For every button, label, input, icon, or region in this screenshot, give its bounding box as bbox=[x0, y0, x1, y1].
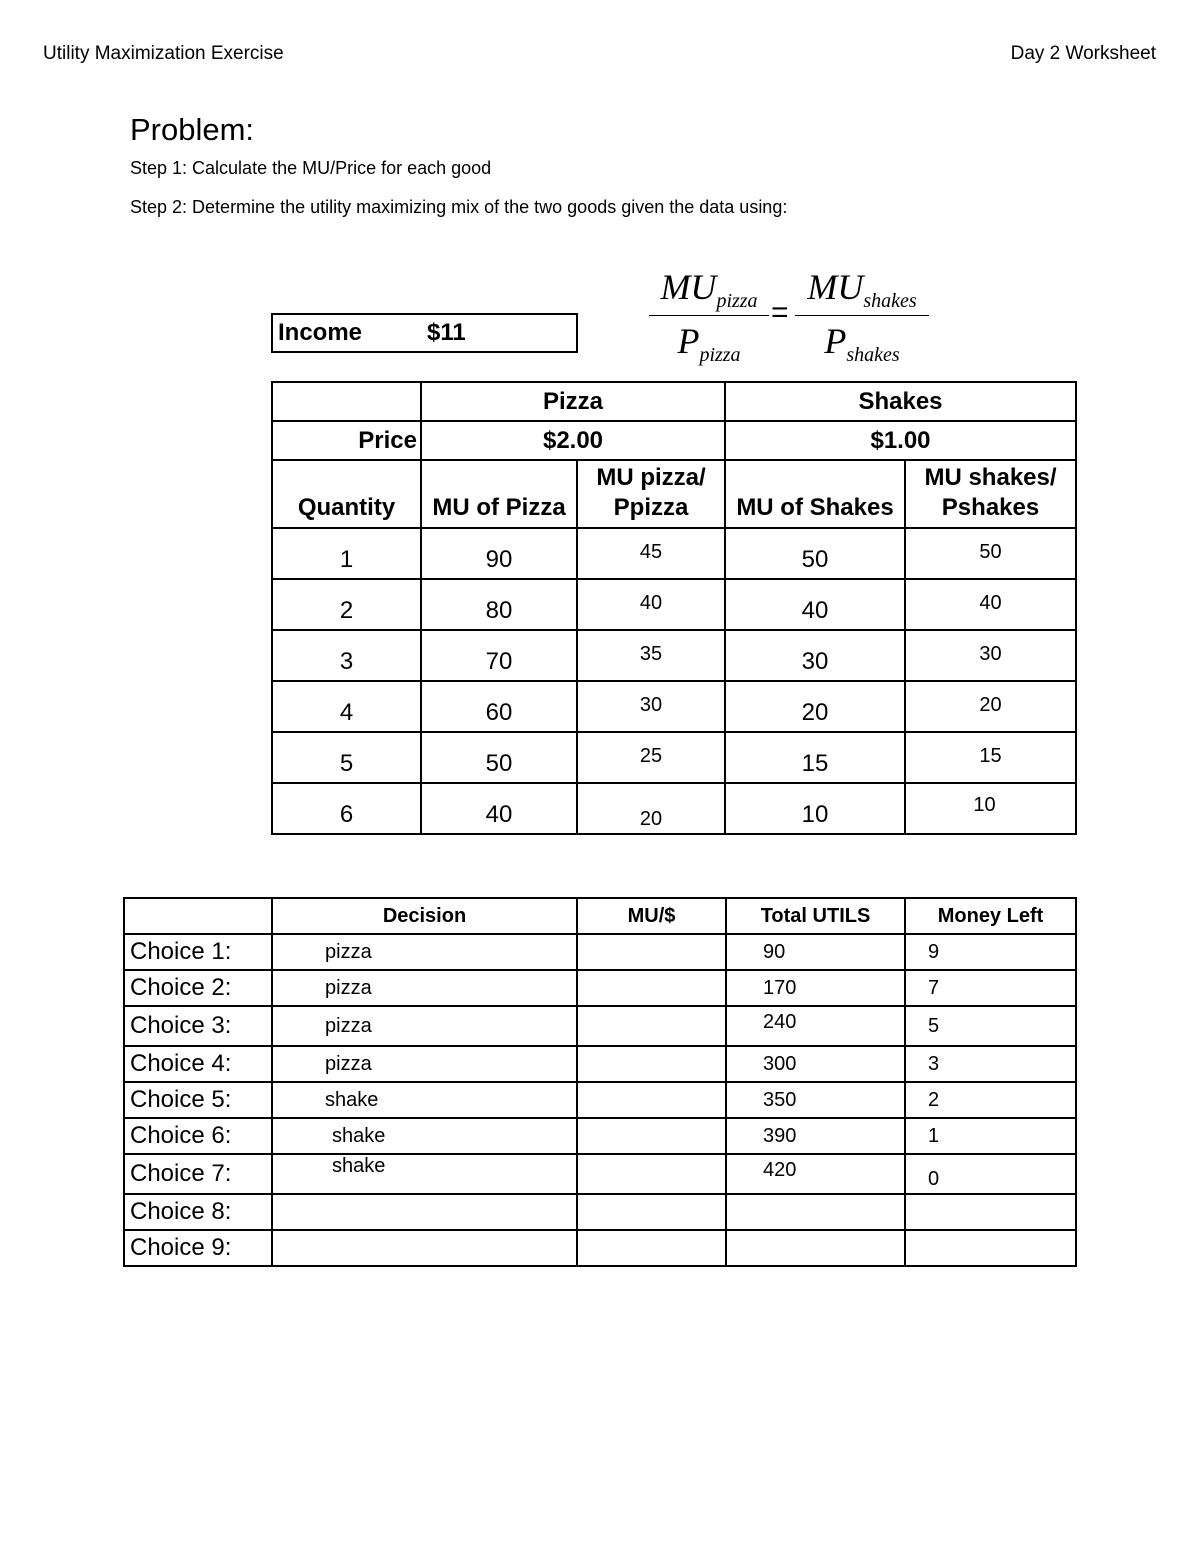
total-utils-header: Total UTILS bbox=[726, 898, 905, 934]
mu-shakes-per-price-header bbox=[905, 460, 1076, 528]
mu-pizza-per-price-cell[interactable]: 20 bbox=[577, 783, 725, 834]
quantity-cell: 4 bbox=[272, 681, 421, 732]
mu-pizza-per-price-cell[interactable]: 40 bbox=[577, 579, 725, 630]
mu-pizza-per-price-line1: MU pizza/ bbox=[596, 464, 706, 491]
table-row bbox=[124, 1046, 1076, 1082]
decision-cell[interactable]: pizza bbox=[272, 934, 577, 970]
table-row bbox=[124, 970, 1076, 1006]
total-utils-cell[interactable]: 170 bbox=[726, 970, 905, 1006]
mu-pizza-cell: 80 bbox=[421, 579, 577, 630]
mu-shakes-cell: 50 bbox=[725, 528, 905, 579]
mu-per-dollar-header: MU/$ bbox=[577, 898, 726, 934]
money-left-cell[interactable]: 0 bbox=[905, 1154, 1076, 1194]
formula-left-numerator-sub: pizza bbox=[716, 290, 758, 313]
mu-shakes-cell: 10 bbox=[725, 783, 905, 834]
choices-table bbox=[123, 897, 1077, 1267]
formula-left-denominator-sub: pizza bbox=[699, 344, 741, 367]
formula-left-denominator: P bbox=[677, 321, 700, 362]
mu-pizza-per-price-cell[interactable]: 45 bbox=[577, 528, 725, 579]
quantity-header: Quantity bbox=[272, 460, 421, 528]
mu-shakes-per-price-cell[interactable]: 30 bbox=[905, 630, 1076, 681]
choice-label: Choice 9: bbox=[124, 1230, 272, 1266]
table-row bbox=[272, 732, 1076, 783]
mu-shakes-per-price-cell[interactable]: 15 bbox=[905, 732, 1076, 783]
mu-pizza-header: MU of Pizza bbox=[421, 460, 577, 528]
choice-label: Choice 6: bbox=[124, 1118, 272, 1154]
money-left-header: Money Left bbox=[905, 898, 1076, 934]
total-utils-cell[interactable]: 240 bbox=[726, 1006, 905, 1046]
formula-right-fraction bbox=[795, 266, 929, 367]
step-2-text: Step 2: Determine the utility maximizing mix of the two goods given the data using: bbox=[130, 197, 788, 217]
formula-right-denominator: P bbox=[824, 321, 847, 362]
decision-cell[interactable]: pizza bbox=[272, 1006, 577, 1046]
quantity-cell: 1 bbox=[272, 528, 421, 579]
choice-label: Choice 1: bbox=[124, 934, 272, 970]
table-row bbox=[124, 934, 1076, 970]
table-row bbox=[124, 1082, 1076, 1118]
mu-shakes-cell: 15 bbox=[725, 732, 905, 783]
step-1-text: Step 1: Calculate the MU/Price for each good bbox=[130, 158, 492, 178]
formula-right-numerator: MU bbox=[807, 267, 864, 307]
choice-label: Choice 2: bbox=[124, 970, 272, 1006]
mu-shakes-cell: 20 bbox=[725, 681, 905, 732]
utility-formula bbox=[645, 266, 935, 376]
mu-pizza-per-price-header bbox=[577, 460, 725, 528]
formula-right-numerator-sub: shakes bbox=[863, 290, 917, 313]
mu-shakes-cell: 30 bbox=[725, 630, 905, 681]
mu-shakes-per-price-cell[interactable]: 10 bbox=[905, 783, 1076, 834]
total-utils-cell[interactable]: 390 bbox=[726, 1118, 905, 1154]
quantity-cell: 5 bbox=[272, 732, 421, 783]
mu-shakes-header: MU of Shakes bbox=[725, 460, 905, 528]
mu-pizza-per-price-line2: Ppizza bbox=[613, 494, 689, 521]
problem-title: Problem: bbox=[130, 112, 255, 147]
decision-cell[interactable]: shake bbox=[272, 1118, 577, 1154]
table-row bbox=[272, 579, 1076, 630]
shakes-price: $1.00 bbox=[725, 421, 1076, 460]
decision-cell[interactable] bbox=[272, 1230, 577, 1266]
mu-shakes-cell: 40 bbox=[725, 579, 905, 630]
decision-header: Decision bbox=[272, 898, 577, 934]
total-utils-cell[interactable]: 90 bbox=[726, 934, 905, 970]
quantity-cell: 2 bbox=[272, 579, 421, 630]
shakes-header: Shakes bbox=[725, 382, 1076, 421]
decision-cell[interactable]: pizza bbox=[272, 970, 577, 1006]
table-row bbox=[272, 783, 1076, 834]
table-row bbox=[124, 1006, 1076, 1046]
pizza-header: Pizza bbox=[421, 382, 725, 421]
mu-shakes-per-price-line2: Pshakes bbox=[941, 494, 1040, 521]
table-row bbox=[272, 528, 1076, 579]
mu-shakes-per-price-cell[interactable]: 40 bbox=[905, 579, 1076, 630]
table-row bbox=[124, 1154, 1076, 1194]
choice-label: Choice 5: bbox=[124, 1082, 272, 1118]
total-utils-cell[interactable]: 300 bbox=[726, 1046, 905, 1082]
mu-per-dollar-cell[interactable] bbox=[577, 1006, 726, 1046]
mu-per-dollar-cell[interactable] bbox=[577, 934, 726, 970]
money-left-cell[interactable] bbox=[905, 1194, 1076, 1230]
choice-label: Choice 7: bbox=[124, 1154, 272, 1194]
formula-left-fraction bbox=[649, 266, 769, 367]
choice-label: Choice 8: bbox=[124, 1194, 272, 1230]
mu-pizza-cell: 50 bbox=[421, 732, 577, 783]
total-utils-cell[interactable] bbox=[726, 1194, 905, 1230]
money-left-cell[interactable]: 9 bbox=[905, 934, 1076, 970]
decision-cell[interactable]: shake bbox=[272, 1154, 577, 1194]
total-utils-cell[interactable]: 350 bbox=[726, 1082, 905, 1118]
choice-label: Choice 4: bbox=[124, 1046, 272, 1082]
mu-pizza-per-price-cell[interactable]: 25 bbox=[577, 732, 725, 783]
mu-shakes-per-price-line1: MU shakes/ bbox=[924, 464, 1057, 491]
income-value: $11 bbox=[427, 319, 466, 346]
pizza-price: $2.00 bbox=[421, 421, 725, 460]
choices-corner-cell bbox=[124, 898, 272, 934]
quantity-cell: 6 bbox=[272, 783, 421, 834]
income-box bbox=[271, 313, 578, 353]
money-left-cell[interactable]: 1 bbox=[905, 1118, 1076, 1154]
formula-right-bar bbox=[795, 315, 929, 316]
formula-left-bar bbox=[649, 315, 769, 316]
corner-cell bbox=[272, 382, 421, 421]
money-left-cell[interactable]: 2 bbox=[905, 1082, 1076, 1118]
choice-label: Choice 3: bbox=[124, 1006, 272, 1046]
decision-cell[interactable]: pizza bbox=[272, 1046, 577, 1082]
decision-cell[interactable]: shake bbox=[272, 1082, 577, 1118]
total-utils-cell[interactable]: 420 bbox=[726, 1154, 905, 1194]
mu-per-dollar-cell[interactable] bbox=[577, 1082, 726, 1118]
quantity-cell: 3 bbox=[272, 630, 421, 681]
mu-pizza-cell: 90 bbox=[421, 528, 577, 579]
mu-shakes-per-price-cell[interactable]: 20 bbox=[905, 681, 1076, 732]
header-left-title: Utility Maximization Exercise bbox=[43, 43, 284, 64]
mu-shakes-per-price-cell[interactable]: 50 bbox=[905, 528, 1076, 579]
money-left-cell[interactable]: 5 bbox=[905, 1006, 1076, 1046]
table-row bbox=[124, 1194, 1076, 1230]
header-right-title: Day 2 Worksheet bbox=[1010, 43, 1156, 64]
mu-pizza-cell: 60 bbox=[421, 681, 577, 732]
mu-per-dollar-cell[interactable] bbox=[577, 1118, 726, 1154]
money-left-cell[interactable]: 7 bbox=[905, 970, 1076, 1006]
decision-cell[interactable] bbox=[272, 1194, 577, 1230]
mu-pizza-cell: 70 bbox=[421, 630, 577, 681]
table-row bbox=[124, 1118, 1076, 1154]
money-left-cell[interactable]: 3 bbox=[905, 1046, 1076, 1082]
money-left-cell[interactable] bbox=[905, 1230, 1076, 1266]
mu-pizza-cell: 40 bbox=[421, 783, 577, 834]
mu-per-dollar-cell[interactable] bbox=[577, 1194, 726, 1230]
mu-per-dollar-cell[interactable] bbox=[577, 1046, 726, 1082]
table-row bbox=[272, 681, 1076, 732]
formula-equals: = bbox=[771, 296, 789, 329]
mu-per-dollar-cell[interactable] bbox=[577, 1154, 726, 1194]
income-label: Income bbox=[278, 319, 363, 346]
mu-per-dollar-cell[interactable] bbox=[577, 1230, 726, 1266]
mu-per-dollar-cell[interactable] bbox=[577, 970, 726, 1006]
mu-pizza-per-price-cell[interactable]: 30 bbox=[577, 681, 725, 732]
goods-table bbox=[271, 381, 1077, 835]
table-row bbox=[124, 1230, 1076, 1266]
formula-right-denominator-sub: shakes bbox=[846, 344, 900, 367]
price-label: Price bbox=[272, 421, 421, 460]
mu-pizza-per-price-cell[interactable]: 35 bbox=[577, 630, 725, 681]
table-row bbox=[272, 630, 1076, 681]
total-utils-cell[interactable] bbox=[726, 1230, 905, 1266]
formula-left-numerator: MU bbox=[660, 267, 717, 307]
